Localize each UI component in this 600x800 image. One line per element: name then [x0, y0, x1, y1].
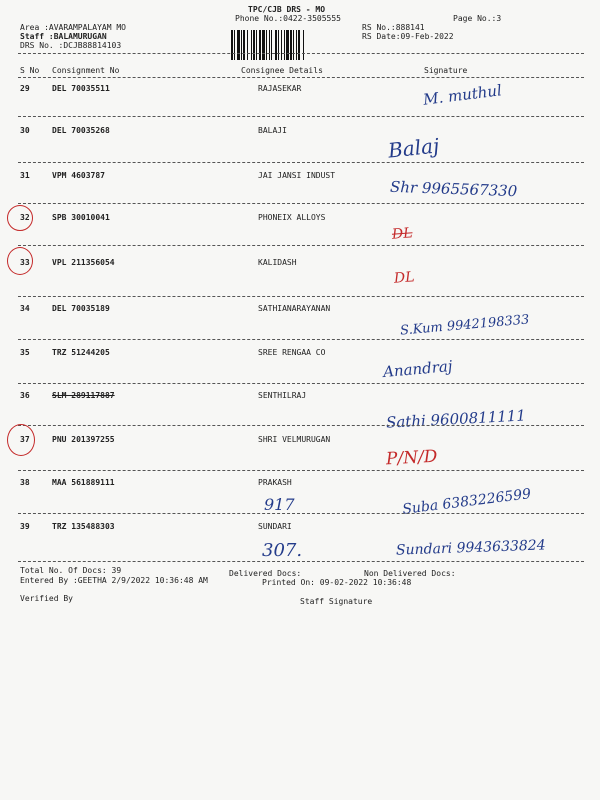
area: Area :AVARAMPALAYAM MO	[20, 23, 126, 32]
row-consignee: SHRI VELMURUGAN	[258, 435, 331, 444]
row-signature: M. muthul	[422, 81, 503, 109]
col-sno: S No	[20, 66, 40, 75]
handwritten-note: 307.	[262, 540, 303, 561]
row-sno: 29	[20, 84, 30, 93]
divider	[18, 116, 584, 117]
row-consignment: DEL 70035511	[52, 84, 110, 93]
divider	[18, 296, 584, 297]
row-signature: P/N/D	[385, 446, 438, 470]
col-signature: Signature	[424, 66, 468, 75]
row-signature: Sundari 9943633824	[395, 537, 546, 559]
divider	[18, 425, 584, 426]
page-number: Page No.:3	[453, 14, 502, 23]
row-consignment: SLM 289117887	[52, 391, 115, 400]
row-consignee: SUNDARI	[258, 522, 292, 531]
divider	[18, 339, 584, 340]
row-sno: 30	[20, 126, 30, 135]
row-signature: DL	[391, 225, 414, 243]
rs-number: RS No.:888141	[362, 23, 425, 32]
divider	[18, 162, 584, 163]
row-consignment: VPM 4603787	[52, 171, 105, 180]
row-signature: S.Kum 9942198333	[399, 312, 530, 339]
row-consignee: PRAKASH	[258, 478, 292, 487]
delivered-docs: Delivered Docs:	[229, 569, 302, 578]
row-consignee: JAI JANSI INDUST	[258, 171, 336, 180]
row-signature: DL	[393, 269, 416, 287]
row-consignee: PHONEIX ALLOYS	[258, 213, 326, 222]
staff-signature: Staff Signature	[300, 597, 373, 606]
row-sno: 32	[20, 213, 30, 222]
row-sno: 34	[20, 304, 30, 313]
row-consignment: PNU 201397255	[52, 435, 115, 444]
col-consignee: Consignee Details	[241, 66, 323, 75]
rs-date: RS Date:09-Feb-2022	[362, 32, 454, 41]
divider	[18, 470, 584, 471]
row-consignee: SREE RENGAA CO	[258, 348, 326, 357]
row-signature: Balaj	[386, 133, 441, 163]
row-consignment: TRZ 135488303	[52, 522, 115, 531]
divider	[18, 203, 584, 204]
row-signature: Suba 6383226599	[401, 486, 532, 518]
printed-on: Printed On: 09-02-2022 10:36:48	[262, 578, 412, 587]
row-sno: 31	[20, 171, 30, 180]
row-signature: Anandraj	[382, 357, 454, 381]
handwritten-note: 917	[264, 495, 295, 514]
divider	[18, 245, 584, 246]
row-consignee: SENTHILRAJ	[258, 391, 307, 400]
divider	[18, 561, 584, 562]
row-consignment: SPB 30010041	[52, 213, 110, 222]
staff: Staff :BALAMURUGAN	[20, 32, 107, 41]
col-consignment: Consignment No	[52, 66, 120, 75]
row-consignee: SATHIANARAYANAN	[258, 304, 331, 313]
row-sno: 36	[20, 391, 30, 400]
row-consignment: TRZ 51244205	[52, 348, 110, 357]
drs-title: TPC/CJB DRS - MO	[248, 5, 326, 14]
row-consignee: KALIDASH	[258, 258, 297, 267]
row-consignee: BALAJI	[258, 126, 287, 135]
row-consignment: VPL 211356054	[52, 258, 115, 267]
verified-by: Verified By	[20, 594, 73, 603]
row-sno: 39	[20, 522, 30, 531]
drs-number: DRS No. :DCJB88814103	[20, 41, 122, 50]
divider	[18, 53, 584, 54]
row-consignment: MAA 561889111	[52, 478, 115, 487]
divider	[18, 77, 584, 78]
phone-number: Phone No.:0422-3505555	[235, 14, 341, 23]
row-signature: Sathi 9600811111	[385, 406, 527, 432]
barcode	[231, 30, 357, 60]
total-docs: Total No. Of Docs: 39	[20, 566, 122, 575]
row-sno: 33	[20, 258, 30, 267]
row-signature: Shr 9965567330	[389, 177, 518, 201]
divider	[18, 513, 584, 514]
divider	[18, 383, 584, 384]
row-consignment: DEL 70035189	[52, 304, 110, 313]
row-sno: 35	[20, 348, 30, 357]
entered-by: Entered By :GEETHA 2/9/2022 10:36:48 AM	[20, 576, 208, 585]
non-delivered-docs: Non Delivered Docs:	[364, 569, 456, 578]
row-consignee: RAJASEKAR	[258, 84, 302, 93]
row-sno: 38	[20, 478, 30, 487]
row-consignment: DEL 70035268	[52, 126, 110, 135]
row-sno: 37	[20, 435, 30, 444]
